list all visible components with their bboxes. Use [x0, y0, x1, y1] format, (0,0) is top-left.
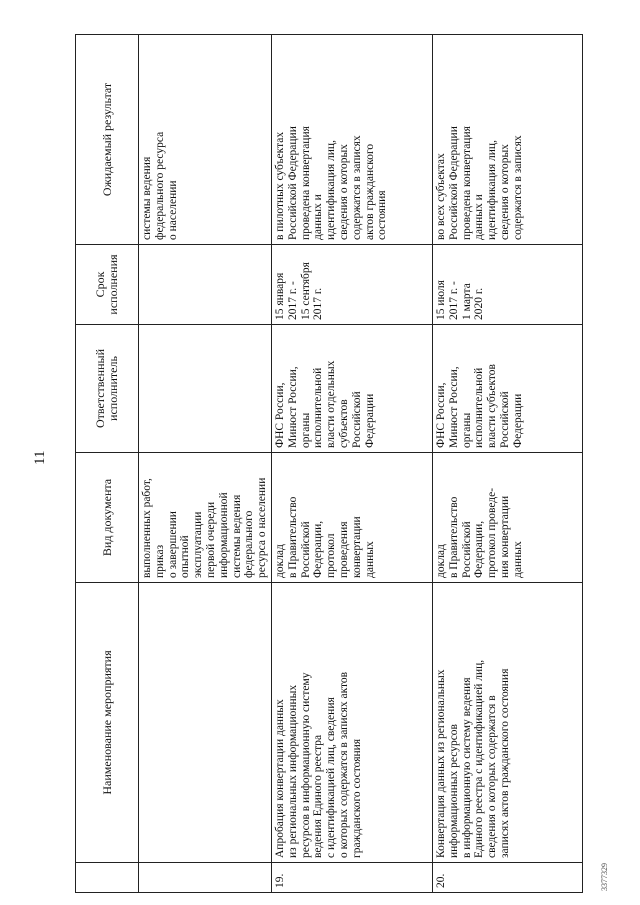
- row-doc: доклад в Правительство Российской Федерации, протокол проведения конвертации данных: [271, 453, 432, 583]
- header-result: Ожидаемый результат: [76, 35, 139, 245]
- row-term: [139, 245, 272, 325]
- row-name: Апробация конвертации данных из региональных информационных ресурсов в информационную систему ведения Единого реестра с идентификацией лиц, сведения о которых содержатся в записях актов гражданского состояния: [271, 583, 432, 863]
- row-term: 15 июля 2017 г. - 1 марта 2020 г.: [432, 245, 582, 325]
- row-name: [139, 583, 272, 863]
- row-doc: доклад в Правительство Российской Федерации, протокол проведе- ния конвертации данных: [432, 453, 582, 583]
- header-num: [76, 863, 139, 893]
- row-num: [139, 863, 272, 893]
- table-row: [139, 35, 272, 893]
- header-responsible: Ответственный исполнитель: [76, 325, 139, 453]
- table-row: [271, 35, 432, 893]
- header-doc: Вид документа: [76, 453, 139, 583]
- row-responsible: [139, 325, 272, 453]
- row-responsible: ФНС России, Минюст России, органы исполнительной власти субъектов Российской Федерации: [432, 325, 582, 453]
- document-code: 3377329: [600, 863, 609, 891]
- row-name: Конвертация данных из региональных информационных ресурсов в информационную систему ведения Единого реестра с идентификацией лиц, сведения о которых содержатся в записях актов гражданского состояния: [432, 583, 582, 863]
- row-result: в пилотных субъектах Российской Федерации проведена конвертация данных и идентификация лиц, сведения о которых содержатся в записях актов гражданского состояния: [271, 35, 432, 245]
- header-name: Наименование мероприятия: [76, 583, 139, 863]
- row-term: 15 января 2017 г. - 15 сентября 2017 г.: [271, 245, 432, 325]
- table-header-row: [76, 35, 139, 893]
- table-row: [432, 35, 582, 893]
- row-responsible: ФНС России, Минюст России, органы исполнительной власти отдельных субъектов Российской Федерации: [271, 325, 432, 453]
- row-num: 19.: [271, 863, 432, 893]
- header-term: Срок исполнения: [76, 245, 139, 325]
- row-result: во всех субъектах Российской Федерации проведена конвертация данных и идентификация лиц, сведения о которых содержатся в записях: [432, 35, 582, 245]
- action-plan-table: [75, 34, 583, 893]
- row-result: системы ведения федерального ресурса о населении: [139, 35, 272, 245]
- page-number: 11: [32, 450, 48, 465]
- row-doc: выполненных работ, приказ о завершении опытной эксплуатации первой очереди информационной системы ведения федерального ресурса о населении: [139, 453, 272, 583]
- row-num: 20.: [432, 863, 582, 893]
